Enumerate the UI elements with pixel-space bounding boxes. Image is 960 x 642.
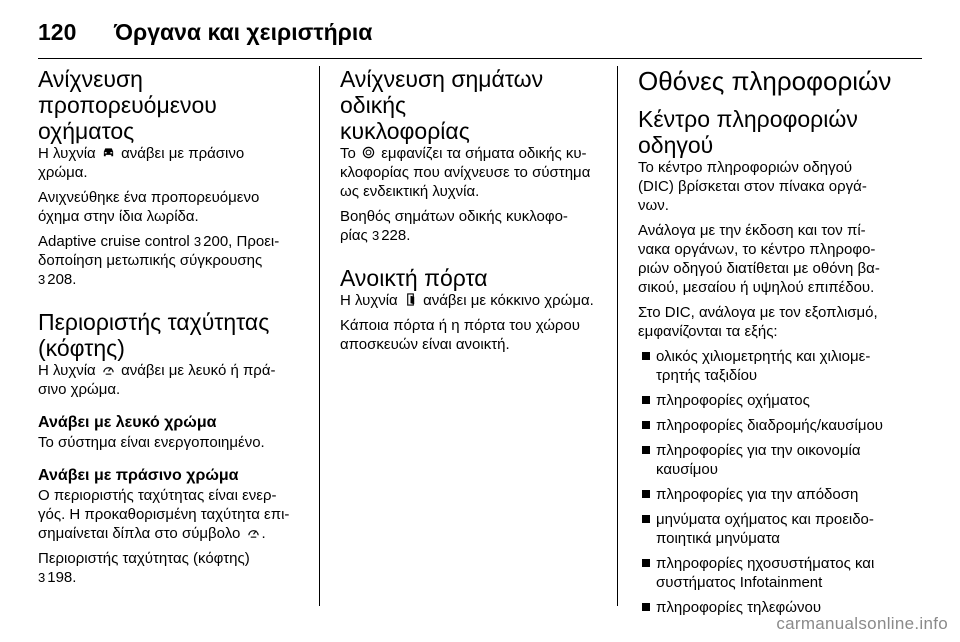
header-divider — [38, 58, 922, 59]
column-divider-1 — [319, 66, 320, 606]
list-item: πληροφορίες για την απόδοση — [638, 485, 923, 504]
paragraph-door-open: Κάποια πόρτα ή η πόρτα του χώρου αποσκευών είναι ανοικτή. — [340, 317, 580, 353]
paragraph-door-lamp: Η λυχνία ανάβει με κόκκινο χρώμα. — [340, 292, 594, 309]
column-divider-2 — [617, 66, 618, 606]
list-item: πληροφορίες τηλεφώνου — [638, 598, 923, 617]
car-front-icon — [102, 146, 115, 159]
speed-limiter-icon — [247, 526, 260, 539]
subheading-green: Ανάβει με πράσινο χρώμα — [38, 467, 239, 484]
list-item: πληροφορίες οχήματος — [638, 391, 923, 410]
paragraph-traffic-sign: Το εμφανίζει τα σήματα οδικής κυ- κλοφορίας που ανίχνευσε το σύστημα ως ενδεικτική λυχνία. — [340, 145, 591, 200]
dic-items-list — [638, 347, 923, 617]
column-2 — [340, 66, 604, 360]
paragraph-dic-location: Το κέντρο πληροφοριών οδηγού (DIC) βρίσκεται στον πίνακα οργά- νων. — [638, 159, 867, 214]
list-item: ολικός χιλιομετρητής και χιλιομε- τρητής ταξιδίου — [638, 347, 923, 385]
page-reference-icon[interactable]: 3 — [38, 570, 46, 585]
page-header — [38, 14, 372, 50]
door-open-icon — [404, 293, 417, 306]
paragraph-vehicle-detected: Ανιχνεύθηκε ένα προπορευόμενο όχημα στην ίδια λωρίδα. — [38, 189, 260, 225]
page-reference-icon[interactable]: 3 — [193, 234, 202, 249]
section-heading-traffic-sign: Ανίχνευση σημάτων οδικής κυκλοφορίας — [340, 66, 544, 144]
section-heading-info-displays: Οθόνες πληροφοριών — [638, 66, 892, 96]
list-item: πληροφορίες ηχοσυστήματος και συστήματος Infotainment — [638, 554, 923, 592]
subheading-white: Ανάβει με λευκό χρώμα — [38, 414, 217, 431]
traffic-sign-icon — [362, 146, 375, 159]
section-heading-door-open: Ανοικτή πόρτα — [340, 265, 488, 291]
paragraph-limiter-lamp: Η λυχνία ανάβει με λευκό ή πρά- σινο χρώμα. — [38, 362, 276, 398]
paragraph-limiter-reference: Περιοριστής ταχύτητας (κόφτης) 3 198. — [38, 550, 250, 586]
page-reference-icon[interactable]: 3 — [371, 228, 380, 243]
paragraph-limiter-active: Ο περιοριστής ταχύτητας είναι ενερ- γός. Η προκαθορισμένη ταχύτητα επι- σημαίνεται δίπλα στο σύμβολο . — [38, 487, 290, 542]
page-number: 120 — [38, 18, 77, 45]
subsection-heading-dic: Κέντρο πληροφοριών οδηγού — [638, 106, 858, 158]
paragraph-lamp-green: Η λυχνία ανάβει με πράσινο χρώμα. — [38, 145, 245, 181]
column-1 — [38, 66, 306, 593]
section-heading-vehicle-ahead: Ανίχνευση προπορευόμενου οχήματος — [38, 66, 217, 144]
watermark: carmanualsonline.info — [776, 614, 948, 633]
list-item: πληροφορίες διαδρομής/καυσίμου — [638, 416, 923, 435]
paragraph-dic-shows: Στο DIC, ανάλογα με τον εξοπλισμό, εμφανίζονται τα εξής: — [638, 304, 878, 340]
paragraph-traffic-sign-reference: Βοηθός σημάτων οδικής κυκλοφο- ρίας 3 228. — [340, 208, 568, 244]
list-item: μηνύματα οχήματος και προειδο- ποιητικά μηνύματα — [638, 510, 923, 548]
paragraph-dic-versions: Ανάλογα με την έκδοση και τον πί- νακα οργάνων, το κέντρο πληροφο- ριών οδηγού διατίθεται με οθόνη βα- σικού, μεσαίου ή υψηλού επιπέδου. — [638, 222, 880, 296]
speed-limiter-icon — [102, 363, 115, 376]
list-item: πληροφορίες για την οικονομία καυσίμου — [638, 441, 923, 479]
column-3 — [638, 66, 923, 623]
paragraph-references: Adaptive cruise control 3 200, Προει- δοποίηση μετωπικής σύγκρουσης 3 208. — [38, 233, 280, 288]
page-reference-icon[interactable]: 3 — [38, 272, 46, 287]
paragraph-system-active: Το σύστημα είναι ενεργοποιημένο. — [38, 434, 265, 451]
section-heading-speed-limiter: Περιοριστής ταχύτητας (κόφτης) — [38, 309, 270, 361]
page-title: Όργανα και χειριστήρια — [114, 18, 373, 45]
